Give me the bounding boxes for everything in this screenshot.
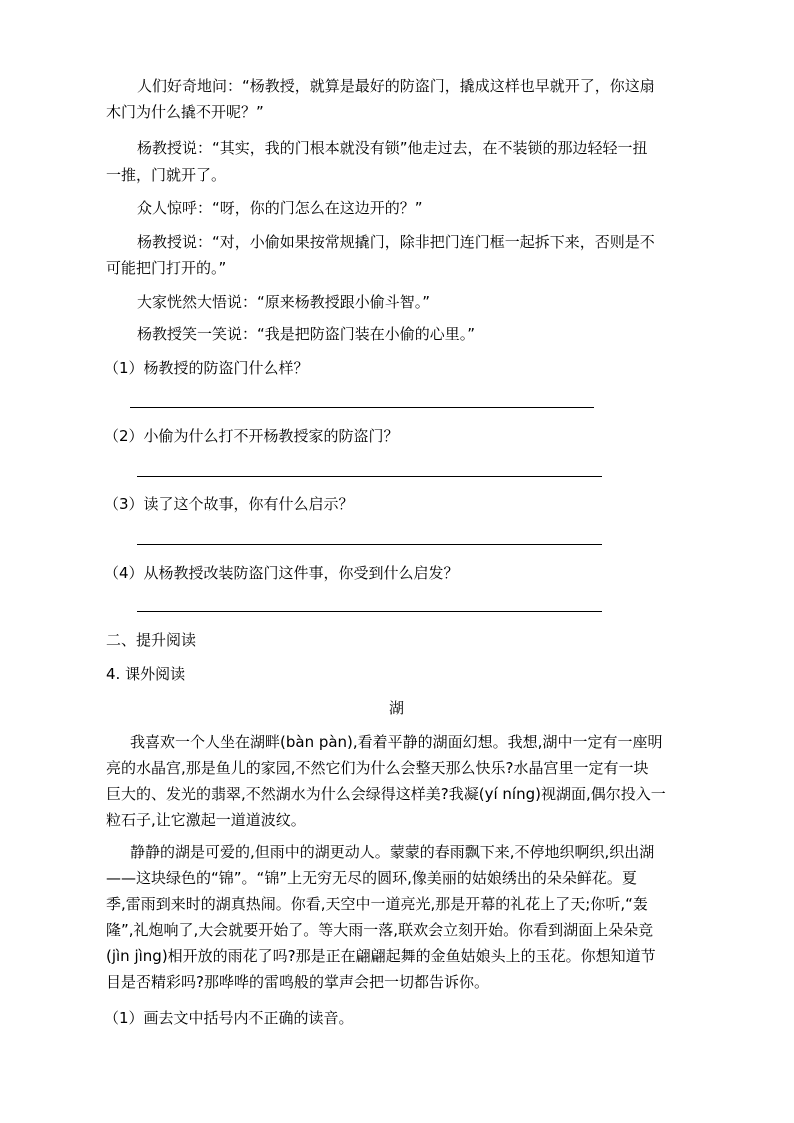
story-line-4: 一推，门就开了。 — [106, 166, 227, 184]
answer-line-2[interactable] — [137, 476, 602, 477]
answer-line-3[interactable] — [137, 544, 602, 545]
final-question: （1）画去文中括号内不正确的读音。 — [104, 1009, 354, 1027]
story-line-9: 杨教授笑一笑说：“我是把防盗门装在小偷的心里。” — [137, 325, 476, 343]
passage-line-4: 粒石子,让它激起一道道波纹。 — [106, 811, 306, 829]
passage-line-10: 目是否精彩吗?那哗哗的雷鸣般的掌声会把一切都告诉你。 — [106, 973, 489, 991]
story-line-1: 人们好奇地问：“杨教授，就算是最好的防盗门，撬成这样也早就开了，你这扇 — [137, 77, 655, 95]
story-line-8: 大家恍然大悟说：“原来杨教授跟小偷斗智。” — [137, 293, 431, 311]
exercise-heading: 4. 课外阅读 — [106, 665, 186, 683]
question-1: （1）杨教授的防盗门什么样？ — [104, 359, 309, 377]
answer-line-4[interactable] — [137, 611, 602, 612]
story-line-7: 可能把门打开的。” — [106, 259, 227, 277]
question-4: （4）从杨教授改装防盗门这件事，你受到什么启发？ — [104, 564, 459, 582]
story-line-2: 木门为什么撬不开呢？” — [106, 103, 264, 121]
passage-line-8: 隆”,礼炮响了,大会就要开始了。等大雨一落,联欢会立刻开始。你看到湖面上朵朵竞 — [106, 921, 654, 939]
section-heading: 二、提升阅读 — [106, 631, 197, 649]
passage-line-5: 静静的湖是可爱的,但雨中的湖更动人。蒙蒙的春雨飘下来,不停地织啊织,织出湖 — [130, 843, 655, 861]
passage-line-6: ——这块绿色的“锦”。“锦”上无穷无尽的圆环,像美丽的姑娘绣出的朵朵鲜花。夏 — [106, 869, 637, 887]
story-line-6: 杨教授说：“对，小偷如果按常规撬门，除非把门连门框一起拆下来，否则是不 — [137, 233, 655, 251]
passage-line-1: 我喜欢一个人坐在湖畔(bàn pàn),看着平静的湖面幻想。我想,湖中一定有一座明 — [130, 733, 663, 751]
story-line-5: 众人惊呼：“呀，你的门怎么在这边开的？” — [137, 199, 423, 217]
question-3: （3）读了这个故事，你有什么启示？ — [104, 495, 354, 513]
passage-title: 湖 — [389, 699, 405, 717]
passage-line-3: 巨大的、发光的翡翠,不然湖水为什么会绿得这样美?我凝(yí níng)视湖面,偶尔投入一 — [106, 785, 666, 803]
passage-line-9: (jìn jìng)相开放的雨花了吗?那是正在翩翩起舞的金鱼姑娘头上的玉花。你想知道节 — [106, 947, 656, 965]
answer-line-1[interactable] — [130, 407, 594, 408]
story-line-3: 杨教授说：“其实，我的门根本就没有锁”他走过去，在不装锁的那边轻轻一扭 — [137, 139, 648, 157]
passage-line-2: 亮的水晶宫,那是鱼儿的家园,不然它们为什么会整天那么快乐?水晶宫里一定有一块 — [106, 759, 649, 777]
passage-line-7: 季,雷雨到来时的湖真热闹。你看,天空中一道亮光,那是开幕的礼花上了天;你听,“轰 — [106, 895, 648, 913]
question-2: （2）小偷为什么打不开杨教授家的防盗门？ — [104, 427, 399, 445]
